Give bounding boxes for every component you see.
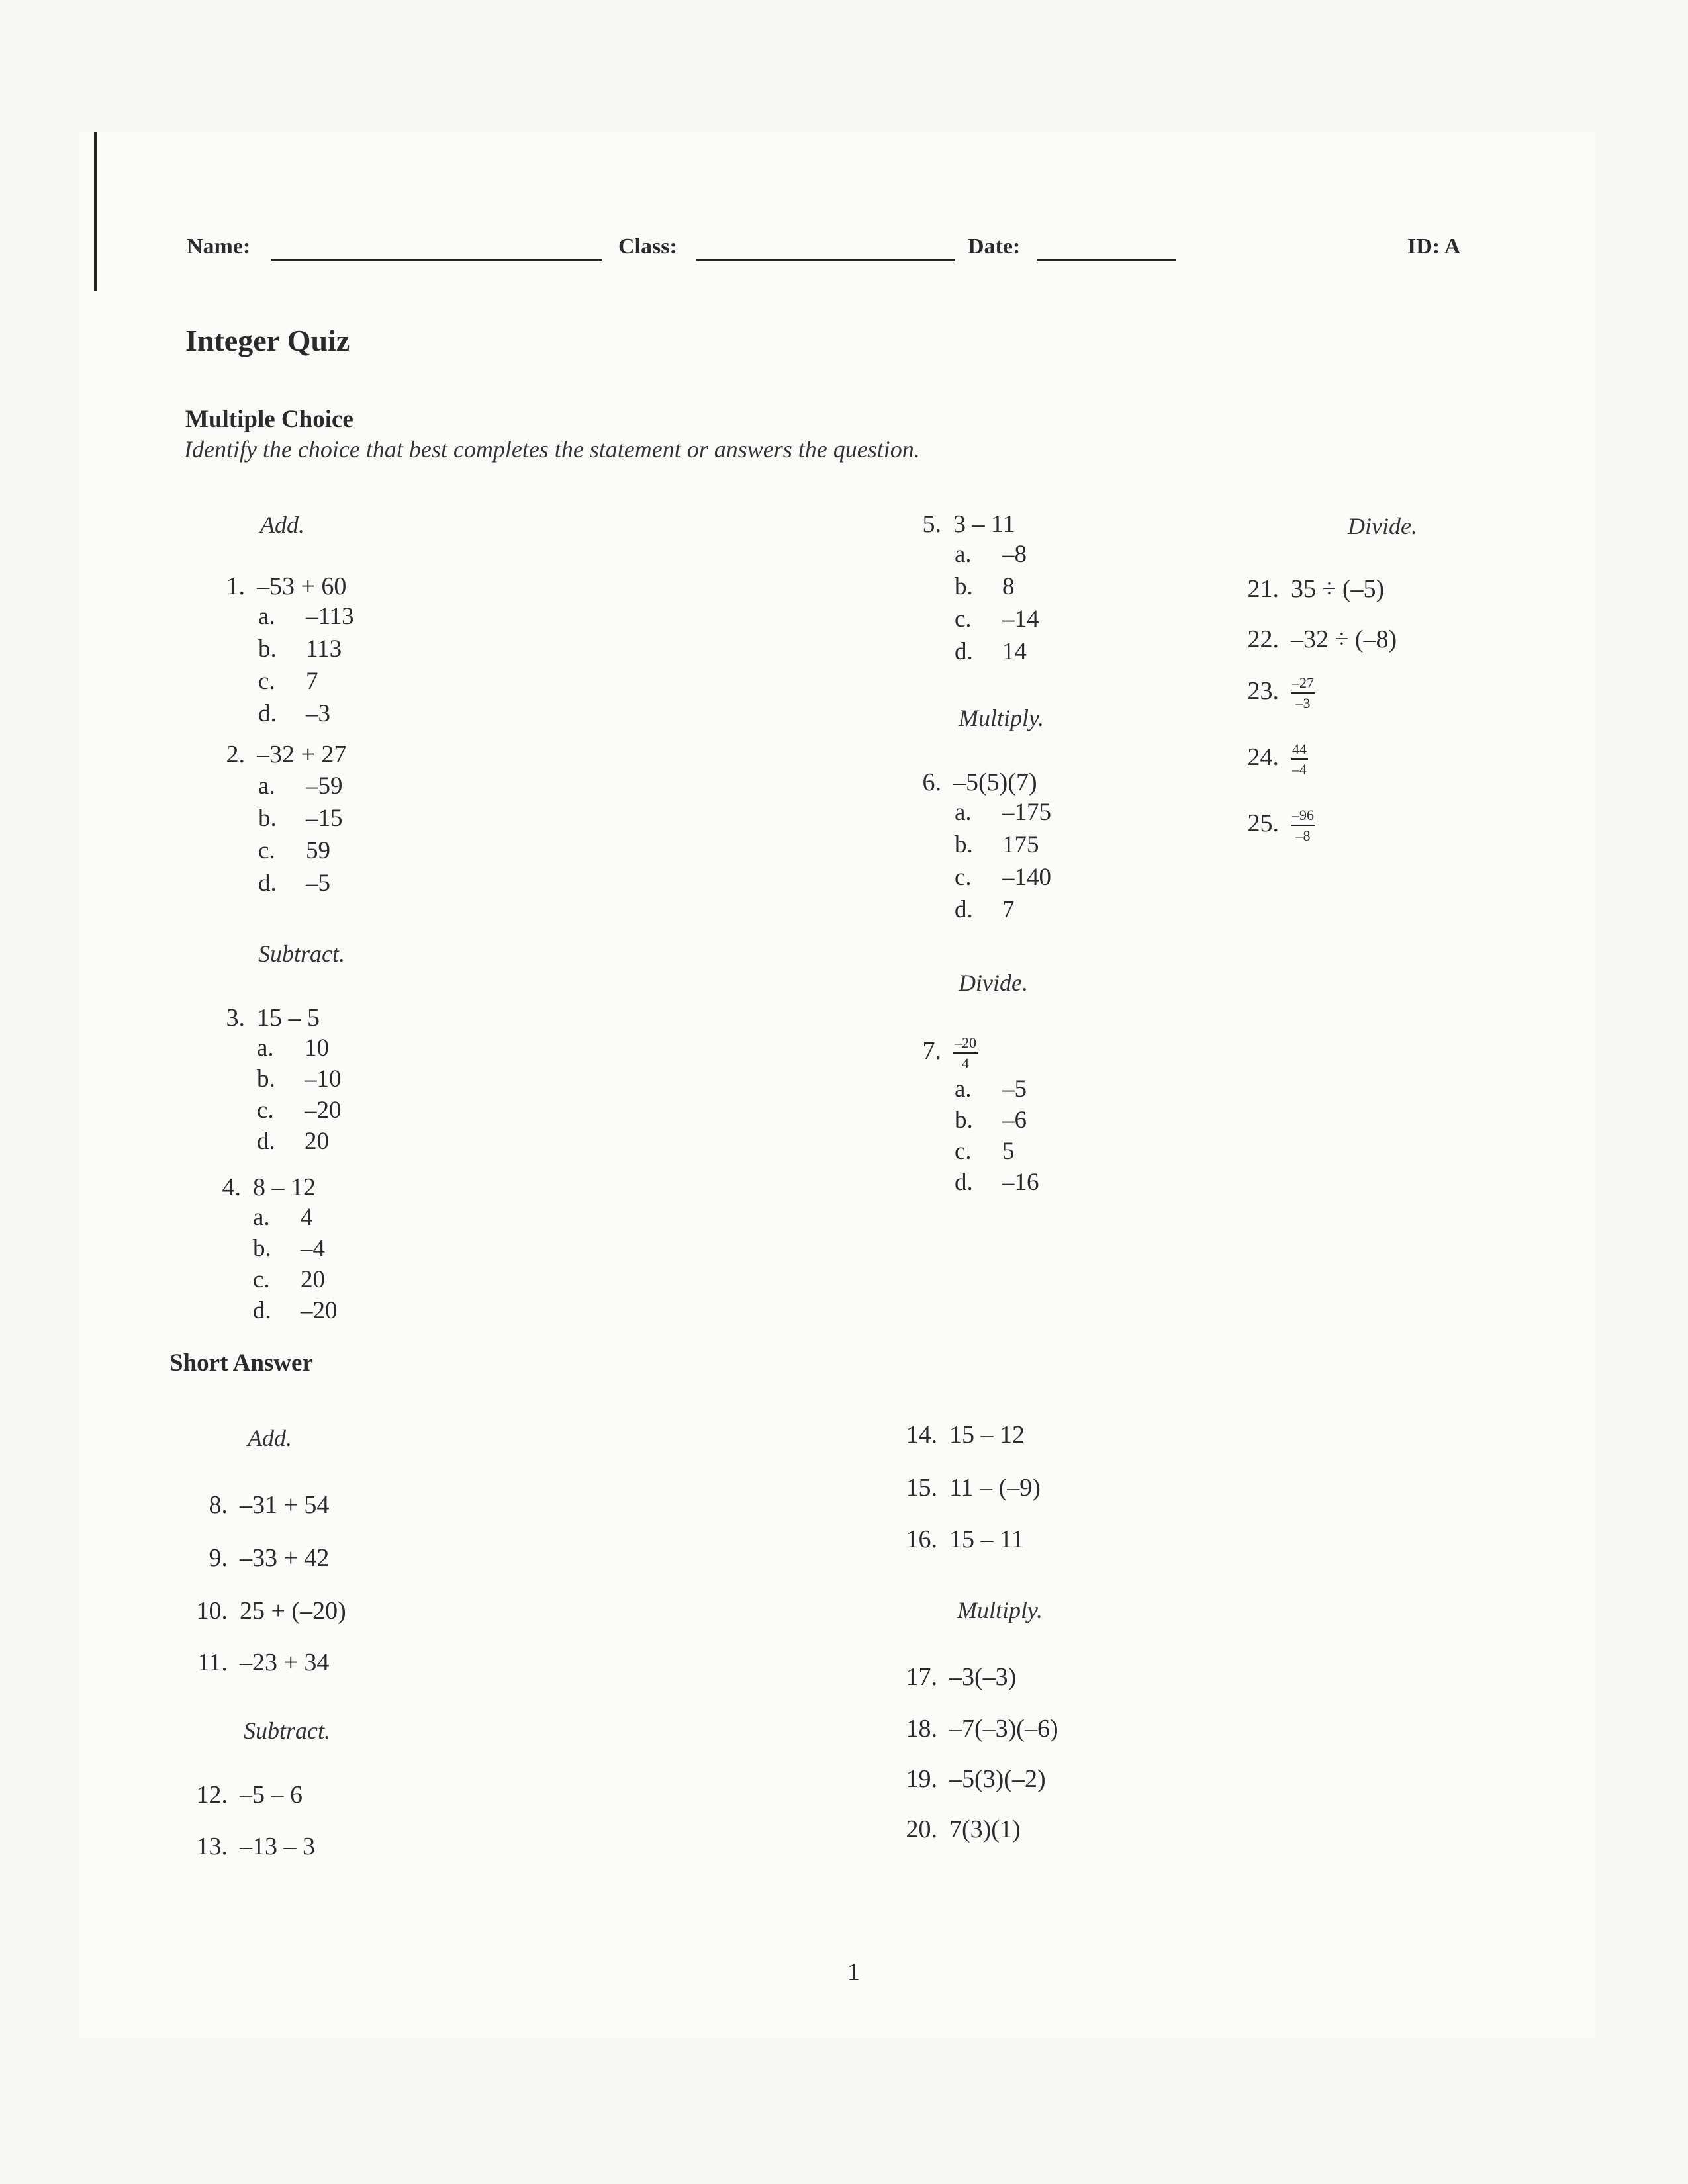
question-number: 6.: [922, 768, 941, 796]
question-expression: –5(3)(–2): [949, 1765, 1046, 1793]
category-divide: Divide.: [959, 970, 1028, 996]
choice-b[interactable]: b. 8: [955, 573, 1015, 600]
question-expression: –53 + 60: [257, 572, 347, 600]
category-subtract-short: Subtract.: [244, 1717, 330, 1744]
question-expression: –33 + 42: [240, 1544, 330, 1572]
choice-a[interactable]: a. –5: [955, 1075, 1027, 1103]
fraction: $\frac{44}{-4}$: [1292, 741, 1307, 778]
choice-b[interactable]: b. –15: [258, 805, 343, 832]
question-expression: 15 – 12: [949, 1421, 1025, 1449]
choice-a[interactable]: a. –175: [955, 799, 1051, 826]
fraction: $\frac{-27}{-3}$: [1292, 674, 1314, 712]
id-label: ID: A: [1407, 234, 1461, 259]
category-multiply: Multiply.: [959, 705, 1044, 731]
question-expression: –32 ÷ (–8): [1291, 625, 1397, 653]
choice-d[interactable]: d. –5: [258, 870, 330, 897]
question-expression: 35 ÷ (–5): [1291, 575, 1385, 603]
question-expression: 11 – (–9): [949, 1474, 1041, 1502]
question-5: [899, 510, 1039, 666]
question-expression: –3(–3): [949, 1663, 1017, 1691]
choice-b[interactable]: b. 175: [955, 831, 1039, 858]
class-field-line[interactable]: [696, 259, 955, 261]
question-25: [1237, 807, 1315, 843]
question-number: 11.: [197, 1649, 228, 1676]
choice-d[interactable]: d. 20: [257, 1128, 329, 1155]
question-expression: 15 – 11: [949, 1525, 1024, 1553]
question-expression: –5 – 6: [240, 1781, 303, 1809]
question-expression: –31 + 54: [240, 1491, 330, 1519]
choice-a[interactable]: a. 4: [253, 1204, 313, 1231]
category-multiply-short: Multiply.: [957, 1597, 1043, 1623]
question-17: [895, 1662, 1016, 1692]
question-number: 14.: [906, 1421, 937, 1449]
choice-a[interactable]: a. –8: [955, 541, 1027, 568]
question-number: 7.: [922, 1036, 941, 1065]
question-number: 2.: [226, 741, 245, 768]
choice-c[interactable]: c. –20: [257, 1097, 342, 1124]
question-number: 15.: [906, 1474, 937, 1502]
question-number: 1.: [226, 572, 245, 600]
question-expression: –23 + 34: [240, 1649, 330, 1676]
multiple-choice-heading: Multiple Choice: [185, 406, 353, 433]
question-number: 23.: [1247, 676, 1279, 705]
question-number: 19.: [906, 1765, 937, 1793]
instructions: Identify the choice that best completes the statement or answers the question.: [184, 436, 920, 463]
choice-c[interactable]: c. –14: [955, 606, 1039, 633]
question-15: [895, 1473, 1041, 1502]
question-expression: 8 – 12: [253, 1173, 316, 1201]
question-number: 24.: [1247, 743, 1279, 771]
fraction: $\frac{-96}{-8}$: [1292, 807, 1314, 844]
question-2: [203, 740, 346, 897]
question-expression: 15 – 5: [257, 1004, 320, 1032]
question-3: [203, 1003, 342, 1156]
question-expression: 25 + (–20): [240, 1597, 346, 1625]
choice-c[interactable]: c. –140: [955, 864, 1051, 891]
question-number: 4.: [222, 1173, 241, 1201]
class-label: Class:: [618, 234, 677, 259]
question-7: [899, 1035, 1039, 1197]
choice-a[interactable]: a. –113: [258, 603, 354, 630]
date-label: Date:: [968, 234, 1021, 259]
question-number: 5.: [922, 510, 941, 538]
question-expression: –7(–3)(–6): [949, 1715, 1058, 1743]
question-13: [185, 1832, 315, 1861]
question-number: 8.: [209, 1491, 228, 1519]
question-number: 25.: [1247, 809, 1279, 837]
question-10: [185, 1596, 346, 1625]
question-number: 12.: [196, 1781, 228, 1809]
question-number: 3.: [226, 1004, 245, 1032]
name-field-line[interactable]: [271, 259, 602, 261]
question-9: [185, 1543, 329, 1572]
question-19: [895, 1764, 1046, 1794]
question-11: [185, 1648, 329, 1677]
choice-a[interactable]: a. 10: [257, 1034, 329, 1062]
choice-c[interactable]: c. 7: [258, 668, 318, 695]
scan-edge-mark: [94, 132, 97, 291]
question-expression: –32 + 27: [257, 741, 347, 768]
question-number: 17.: [906, 1663, 937, 1691]
choice-c[interactable]: c. 5: [955, 1138, 1015, 1165]
choice-a[interactable]: a. –59: [258, 772, 343, 799]
choice-b[interactable]: b. –4: [253, 1235, 325, 1262]
choice-d[interactable]: d. –20: [253, 1297, 338, 1324]
question-number: 21.: [1247, 575, 1279, 603]
short-answer-heading: Short Answer: [169, 1349, 313, 1377]
question-8: [185, 1490, 329, 1520]
question-24: [1237, 741, 1308, 777]
question-expression: 7(3)(1): [949, 1815, 1021, 1843]
choice-d[interactable]: d. 7: [955, 896, 1015, 923]
question-1: [203, 572, 354, 728]
page-number: 1: [847, 1958, 860, 1986]
question-number: 20.: [906, 1815, 937, 1843]
question-expression: –5(5)(7): [953, 768, 1037, 796]
choice-d[interactable]: d. –16: [955, 1169, 1039, 1197]
question-18: [895, 1714, 1058, 1743]
question-number: 18.: [906, 1715, 937, 1743]
choice-d[interactable]: d. 14: [955, 638, 1027, 665]
question-6: [899, 768, 1051, 924]
question-22: [1237, 625, 1397, 654]
question-14: [895, 1420, 1025, 1449]
question-20: [895, 1815, 1021, 1844]
choice-b[interactable]: b. 113: [258, 635, 342, 662]
choice-b[interactable]: b. –6: [955, 1107, 1027, 1134]
question-expression: 3 – 11: [953, 510, 1015, 538]
choice-d[interactable]: d. –3: [258, 700, 330, 727]
question-expression: –13 – 3: [240, 1833, 315, 1860]
question-number: 13.: [196, 1833, 228, 1860]
category-subtract: Subtract.: [258, 940, 345, 967]
choice-b[interactable]: b. –10: [257, 1066, 342, 1093]
question-4: [199, 1173, 338, 1325]
category-add: Add.: [260, 512, 305, 538]
question-number: 10.: [196, 1597, 228, 1625]
question-16: [895, 1525, 1024, 1554]
date-field-line[interactable]: [1037, 259, 1176, 261]
question-21: [1237, 574, 1384, 604]
question-number: 22.: [1247, 625, 1279, 653]
choice-c[interactable]: c. 20: [253, 1266, 325, 1293]
page-title: Integer Quiz: [185, 324, 350, 357]
question-23: [1237, 675, 1315, 711]
fraction: $\frac{-20}{4}$: [955, 1034, 976, 1072]
name-label: Name:: [187, 234, 251, 259]
choice-c[interactable]: c. 59: [258, 837, 330, 864]
question-number: 9.: [209, 1544, 228, 1572]
question-12: [185, 1780, 303, 1809]
category-add-short: Add.: [248, 1425, 292, 1451]
category-divide-short: Divide.: [1348, 513, 1417, 539]
question-number: 16.: [906, 1525, 937, 1553]
